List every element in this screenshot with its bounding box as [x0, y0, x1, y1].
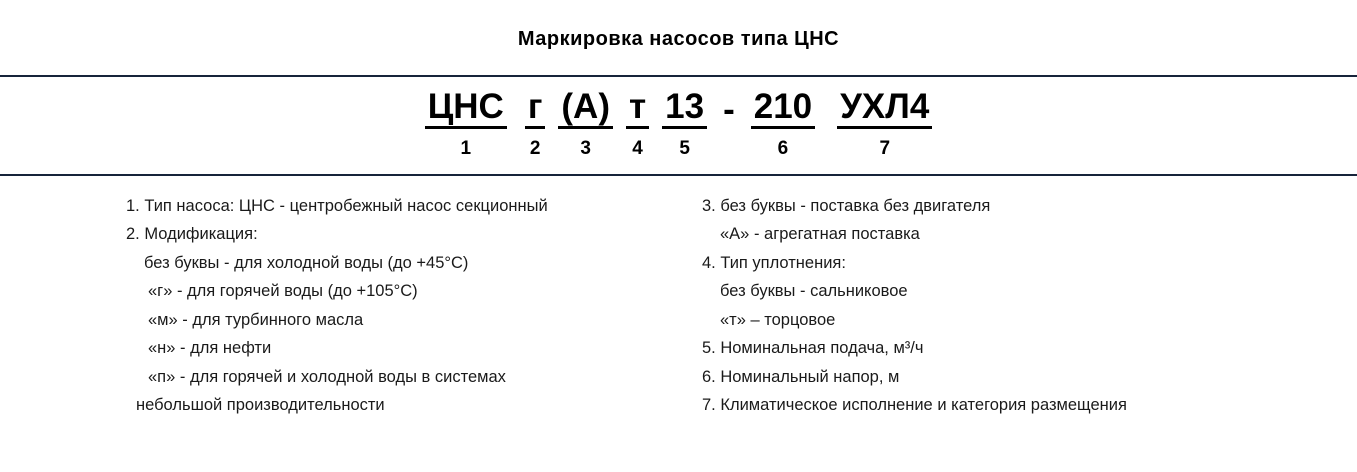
code-token-1: ЦНС [425, 89, 507, 129]
legend-line: 5. Номинальная подача, м³/ч [702, 339, 924, 358]
code-cell-1 [425, 89, 507, 160]
legend-line: «м» - для турбинного масла [148, 310, 364, 329]
legend-line: «т» – торцовое [720, 310, 836, 329]
code-token-5: 13 [662, 89, 707, 129]
code-index-7: 7 [879, 137, 891, 159]
code-cell-2 [525, 89, 546, 160]
legend-line: «г» - для горячей воды (до +105°C) [148, 282, 418, 301]
legend-line: 1. Тип насоса: ЦНС - центробежный насос секционный [126, 196, 548, 215]
legend-line: «п» - для горячей и холодной воды в системах [148, 367, 506, 386]
code-cell-dash [720, 92, 738, 160]
page-title: Маркировка насосов типа ЦНС [517, 28, 840, 50]
code-index-5: 5 [679, 137, 690, 159]
pump-code-row [0, 89, 1357, 160]
legend-line: «н» - для нефти [148, 339, 272, 358]
legend-line: 7. Климатическое исполнение и категория размещения [702, 396, 1127, 415]
legend-line: 3. без буквы - поставка без двигателя [702, 196, 991, 215]
code-token-3: (А) [558, 89, 613, 129]
code-index-1: 1 [460, 137, 472, 159]
pump-code-band [0, 77, 1357, 168]
legend-line: небольшой производительности [136, 396, 385, 415]
code-token-7: УХЛ4 [837, 89, 932, 129]
legend-column-left [0, 192, 610, 420]
legend-line: 2. Модификация: [126, 225, 258, 244]
code-index-2: 2 [529, 137, 541, 159]
code-token-4: т [626, 89, 649, 129]
code-cell-5 [662, 89, 707, 160]
code-cell-6 [751, 89, 815, 160]
legend-line: без буквы - сальниковое [720, 282, 908, 301]
legend-line: 4. Тип уплотнения: [702, 253, 846, 272]
code-index-4: 4 [632, 137, 643, 159]
legend-line: без буквы - для холодной воды (до +45°C) [144, 253, 469, 272]
code-index-3: 3 [580, 137, 591, 159]
legend-columns [0, 176, 1357, 420]
code-token-dash: - [723, 90, 735, 129]
code-cell-7 [837, 89, 932, 160]
legend-line: 6. Номинальный напор, м [702, 367, 900, 386]
code-cell-4 [626, 89, 649, 160]
code-index-6: 6 [777, 137, 789, 159]
legend-column-right [610, 192, 1357, 420]
code-token-2: г [525, 89, 546, 129]
legend-line: «А» - агрегатная поставка [720, 225, 920, 244]
code-token-6: 210 [751, 89, 815, 129]
code-cell-3 [558, 89, 613, 160]
